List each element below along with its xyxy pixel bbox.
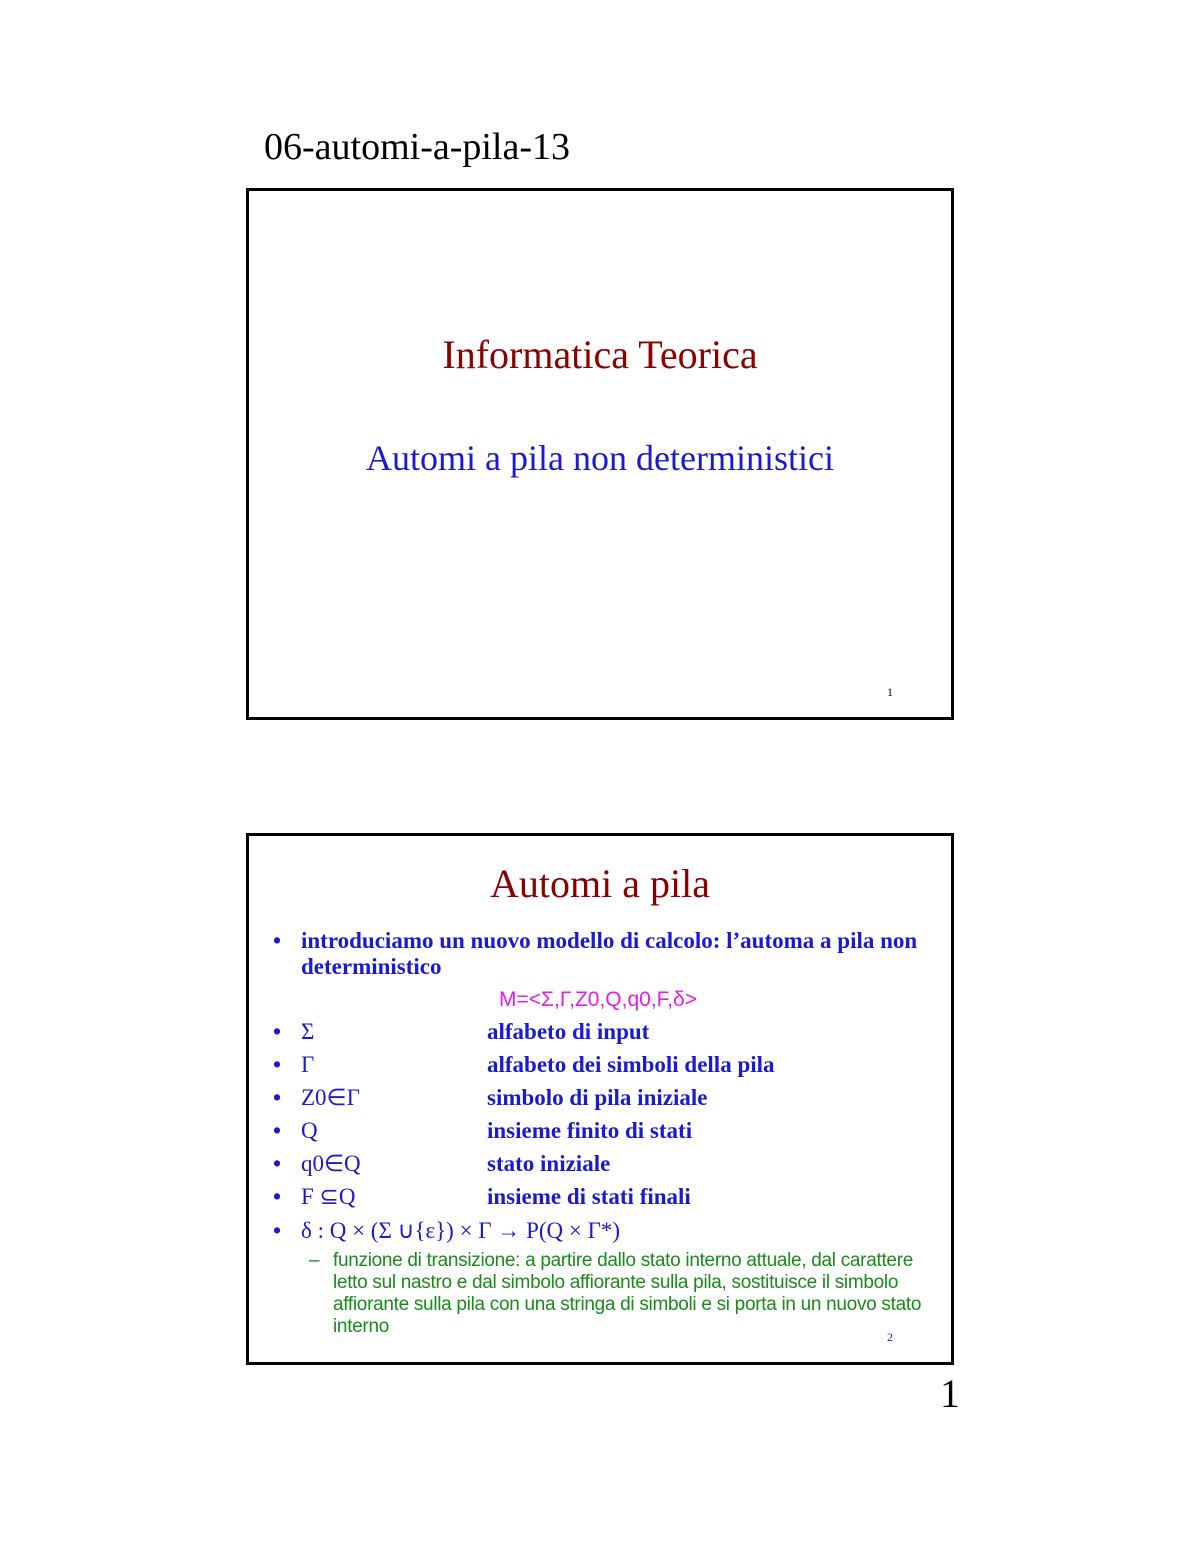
delta-bullet (273, 1216, 923, 1250)
definition-item (273, 1018, 923, 1051)
bullet-marker: • (273, 1019, 282, 1044)
definition-item (273, 1117, 923, 1150)
slide-2-number: 2 (887, 1330, 893, 1344)
definition-item (273, 1183, 923, 1216)
document-title: 06-automi-a-pila-13 (264, 126, 571, 168)
definition-item (273, 1150, 923, 1183)
definition-symbol: Q (301, 1118, 318, 1143)
bullet-marker: • (273, 928, 282, 953)
definition-item (273, 1051, 923, 1084)
definition-description: simbolo di pila iniziale (487, 1085, 708, 1110)
bullet-marker: • (273, 1118, 282, 1143)
definition-description: alfabeto di input (487, 1019, 650, 1044)
slide-2-title: Automi a pila (490, 861, 710, 906)
slide-1 (246, 188, 954, 720)
definition-symbol: Γ (301, 1052, 315, 1077)
bullet-marker: • (273, 1052, 282, 1077)
page-number: 1 (940, 1371, 960, 1416)
bullet-marker: • (273, 1085, 282, 1110)
definition-description: insieme finito di stati (487, 1118, 693, 1143)
definition-item (273, 1084, 923, 1117)
slide-1-number: 1 (887, 685, 893, 699)
delta-note-text: funzione di transizione: a partire dallo stato interno attuale, dal carattere letto sul nastro e dal simbolo affiorante sulla pila, sostituisce il simbolo affiorante sulla pila con una stringa di simboli e si porta in un nuovo stato interno (333, 1250, 922, 1337)
bullet-marker: • (273, 1218, 282, 1243)
slide-1-subtitle: Automi a pila non deterministici (366, 438, 834, 478)
bullet-marker: • (273, 1184, 282, 1209)
bullet-marker: • (273, 1151, 282, 1176)
slide-2 (246, 833, 954, 1365)
automaton-formula: M=<Σ,Γ,Z0,Q,q0,F,δ> (499, 988, 697, 1011)
definition-description: insieme di stati finali (487, 1184, 691, 1209)
slide-2-body (273, 928, 923, 1338)
slide-1-title: Informatica Teorica (442, 332, 758, 377)
intro-bullet (273, 928, 923, 980)
definition-list (273, 1018, 923, 1216)
definition-symbol: Σ (301, 1019, 315, 1044)
definition-symbol: q0∈Q (301, 1151, 361, 1176)
intro-text: introduciamo un nuovo modello di calcolo: l’automa a pila non deterministico (301, 928, 918, 979)
delta-definition: δ : Q × (Σ ∪{ε}) × Γ → P(Q × Γ*) (301, 1218, 621, 1243)
definition-symbol: F ⊆Q (301, 1184, 356, 1209)
definition-description: alfabeto dei simboli della pila (487, 1052, 775, 1077)
delta-note (273, 1250, 923, 1338)
dash-marker: – (309, 1250, 320, 1271)
definition-description: stato iniziale (487, 1151, 611, 1176)
definition-symbol: Z0∈Γ (301, 1085, 360, 1110)
